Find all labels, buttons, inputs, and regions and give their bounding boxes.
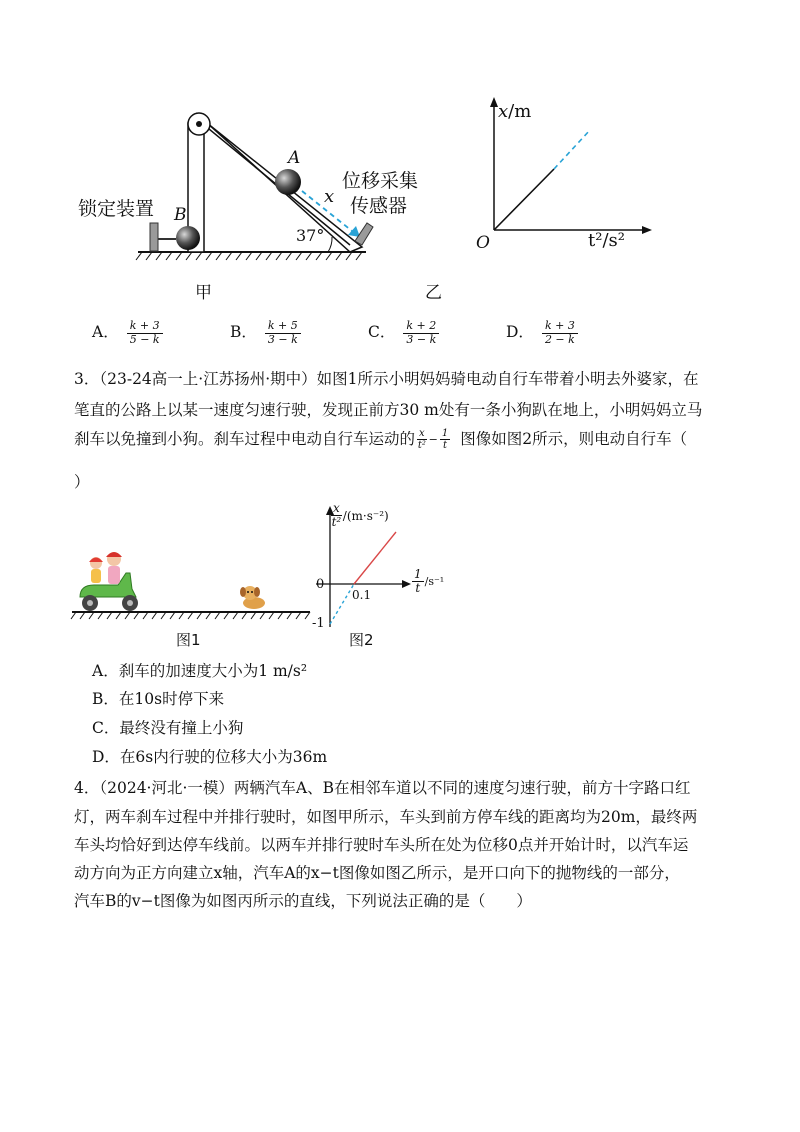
q4-line-5: 汽车B的v−t图像为如图丙所示的直线，下列说法正确的是（ ） bbox=[74, 892, 532, 910]
q3-line-4: ） bbox=[74, 473, 90, 491]
fig2-minus1: -1 bbox=[312, 616, 325, 631]
q3-option-c[interactable]: C．最终没有撞上小狗 bbox=[92, 719, 244, 737]
sensor-label-2: 传感器 bbox=[350, 195, 408, 217]
fig2-solid-line bbox=[354, 532, 396, 584]
q3-line-1: 3．（23-24高一上·江苏扬州·期中）如图1所示小明妈妈骑电动自行车带着小明去外婆家，在 bbox=[74, 370, 699, 388]
fig2-caption: 图2 bbox=[349, 631, 374, 649]
angle-label: 37° bbox=[296, 226, 325, 245]
fig2-tick: 0.1 bbox=[352, 588, 372, 602]
lock-device bbox=[150, 223, 158, 251]
q3-line-2: 笔直的公路上以某一速度匀速行驶，发现正前方30 m处有一条小狗趴在地上，小明妈妈立马 bbox=[74, 401, 703, 419]
origin-label: O bbox=[476, 233, 490, 253]
figure-1-scene bbox=[70, 545, 320, 625]
fig2-x-label: $\frac{1}{t}$ /s⁻¹ bbox=[414, 567, 445, 596]
ball-b-label: B bbox=[174, 205, 187, 225]
q3-option-b[interactable]: B．在10s时停下来 bbox=[92, 690, 225, 708]
q4-line-1: 4．（2024·河北·一模）两辆汽车A、B在相邻车道以不同的速度匀速行驶，前方十字路口红 bbox=[74, 779, 691, 797]
q2-option-c[interactable]: C． $\frac{k + 2}{3 - k}$ bbox=[368, 320, 506, 346]
q4-line-2: 灯，两车刹车过程中并排行驶时，如图甲所示，车头到前方停车线的距离均为20m，最终两 bbox=[74, 808, 698, 826]
fig2-dashed-line bbox=[330, 584, 354, 624]
q4-line-4: 动方向为正方向建立x轴，汽车A的x−t图像如图乙所示，是开口向下的抛物线的一部分， bbox=[74, 864, 680, 882]
solid-segment bbox=[494, 169, 554, 230]
q3-option-a[interactable]: A．刹车的加速度大小为1 m/s² bbox=[92, 662, 308, 680]
ball-b bbox=[176, 226, 200, 250]
ground-hatch bbox=[136, 252, 362, 260]
q2-option-a[interactable]: A． $\frac{k + 3}{5 - k}$ bbox=[92, 320, 230, 346]
ball-a-label: A bbox=[288, 148, 301, 168]
q4-line-3: 车头均恰好到达停车线前。以两车并排行驶时车头所在处为位移0点并开始计时，以汽车运 bbox=[74, 836, 689, 854]
fig2-zero: 0 bbox=[316, 577, 325, 592]
dog-icon bbox=[240, 586, 265, 609]
fig-yi-caption: 乙 bbox=[425, 283, 442, 303]
yi-x-axis-label: t²/s² bbox=[588, 230, 625, 251]
x-label: x bbox=[324, 186, 335, 207]
fig1-caption: 图1 bbox=[176, 631, 201, 649]
fig2-y-label: $\frac{x}{\text{t²}}$ /(m·s⁻²) bbox=[331, 501, 389, 530]
q3-option-d[interactable]: D．在6s内行驶的位移大小为36m bbox=[92, 748, 328, 766]
scooter-icon bbox=[80, 552, 138, 611]
sensor-label-1: 位移采集 bbox=[342, 170, 419, 192]
ball-a bbox=[275, 169, 301, 195]
yi-y-axis-label: x/m bbox=[498, 101, 532, 122]
q2-option-d[interactable]: D． $\frac{k + 3}{2 - k}$ bbox=[506, 320, 644, 346]
lock-label: 锁定装置 bbox=[78, 198, 155, 220]
q2-option-b[interactable]: B． $\frac{k + 5}{3 - k}$ bbox=[230, 320, 368, 346]
fig-jia-caption: 甲 bbox=[195, 283, 212, 303]
q2-options bbox=[92, 320, 644, 346]
q3-line-3: 刹车以免撞到小狗。刹车过程中电动自行车运动的 $\frac{x}{\text{t²}}$ − $\frac{1}{t}$ 图像如图2所示，则电动自行车（ bbox=[74, 428, 688, 451]
dashed-segment bbox=[554, 130, 590, 169]
